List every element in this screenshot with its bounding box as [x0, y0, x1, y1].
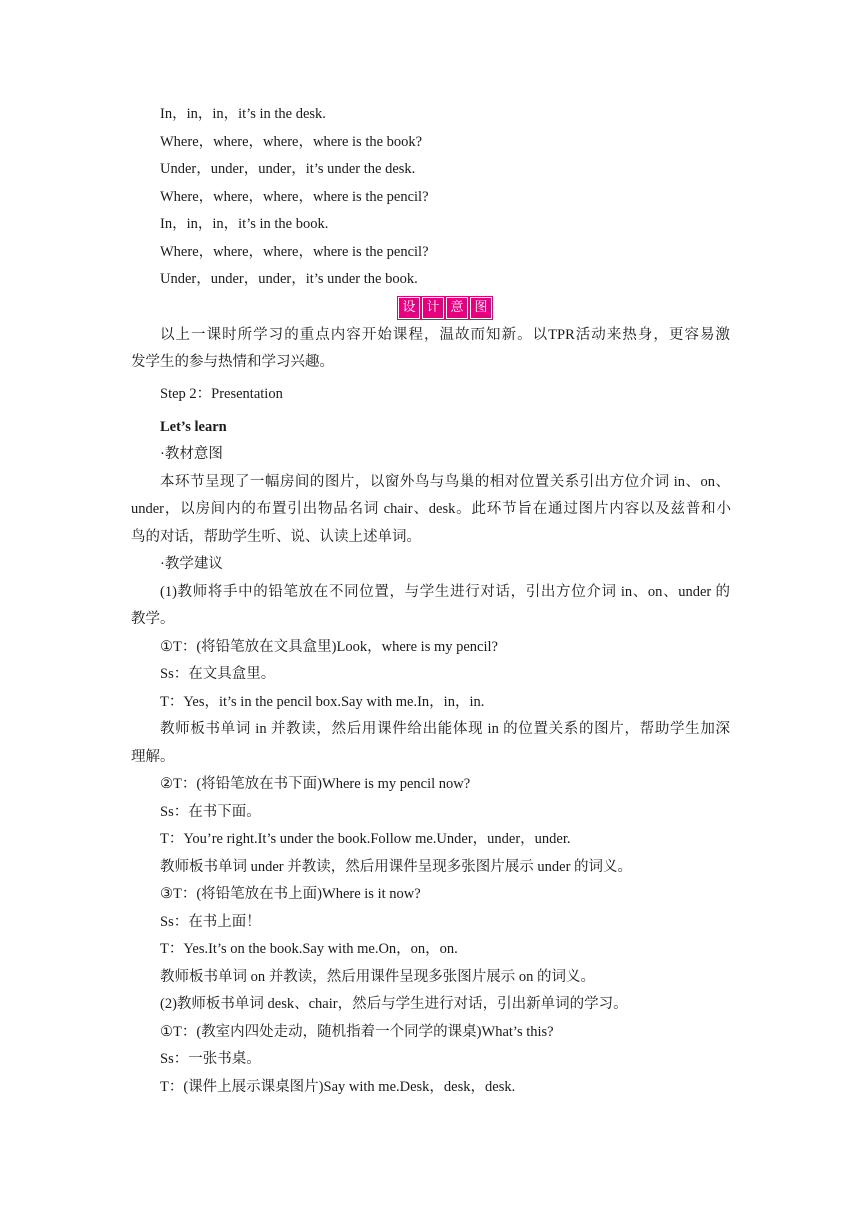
dialogue-line: T：(课件上展示课桌图片)Say with me.Desk，desk，desk. [160, 1079, 516, 1095]
banner-char: 设 [398, 297, 420, 319]
instruction-line: (2)教师板书单词 desk、chair，然后与学生进行对话，引出新单词的学习。 [160, 996, 628, 1012]
instruction-line: 教师板书单词 on 并教读，然后用课件呈现多张图片展示 on 的词义。 [160, 969, 595, 985]
section-heading: Let’s learn [160, 419, 227, 435]
dialogue-line: ①T：(教室内四处走动，随机指着一个同学的课桌)What’s this? [160, 1024, 554, 1040]
dialogue-line: ②T：(将铅笔放在书下面)Where is my pencil now? [160, 776, 471, 792]
instruction-paragraph-line-1: 教师板书单词 in 并教读，然后用课件给出能体现 in 的位置关系的图片，帮助学生加深 [160, 721, 730, 737]
banner-char: 意 [446, 297, 468, 319]
dialogue-line: T：Yes，it’s in the pencil box.Say with me.In，in，in. [160, 694, 485, 710]
banner-char: 计 [422, 297, 444, 319]
material-paragraph-line-3: 鸟的对话，帮助学生听、说、认读上述单词。 [131, 529, 421, 545]
instruction-paragraph-line-2: 理解。 [131, 749, 175, 765]
chant-line-7: Under，under，under，it’s under the book. [160, 271, 418, 287]
dialogue-line: ①T：(将铅笔放在文具盒里)Look，where is my pencil? [160, 639, 498, 655]
banner-char: 图 [470, 297, 492, 319]
material-paragraph-line-2: under，以房间内的布置引出物品名词 chair、desk。此环节旨在通过图片内容以及兹普和小 [131, 501, 731, 517]
dialogue-line: ③T：(将铅笔放在书上面)Where is it now? [160, 886, 421, 902]
design-intent-banner [398, 297, 492, 317]
teaching-advice-label: ·教学建议 [160, 556, 223, 572]
chant-line-5: In，in，in，it’s in the book. [160, 216, 329, 232]
chant-line-1: In，in，in，it’s in the desk. [160, 106, 326, 122]
step-heading: Step 2：Presentation [160, 386, 283, 402]
dialogue-line: Ss：在书上面！ [160, 914, 261, 930]
dialogue-line: T：You’re right.It’s under the book.Follow me.Under，under，under. [160, 831, 571, 847]
dialogue-line: Ss：一张书桌。 [160, 1051, 261, 1067]
intent-paragraph-line-2: 发学生的参与热情和学习兴趣。 [131, 354, 334, 370]
chant-line-3: Under，under，under，it’s under the desk. [160, 161, 416, 177]
material-intent-label: ·教材意图 [160, 446, 223, 462]
chant-line-4: Where，where，where，where is the pencil? [160, 189, 429, 205]
chant-line-2: Where，where，where，where is the book? [160, 134, 423, 150]
dialogue-line: T：Yes.It’s on the book.Say with me.On，on，on. [160, 941, 458, 957]
advice-paragraph-line-2: 教学。 [131, 611, 175, 627]
instruction-line: 教师板书单词 under 并教读，然后用课件呈现多张图片展示 under 的词义。 [160, 859, 633, 875]
dialogue-line: Ss：在文具盒里。 [160, 666, 276, 682]
dialogue-line: Ss：在书下面。 [160, 804, 261, 820]
material-paragraph-line-1: 本环节呈现了一幅房间的图片，以窗外鸟与鸟巢的相对位置关系引出方位介词 in、on、 [160, 474, 730, 490]
intent-paragraph-line-1: 以上一课时所学习的重点内容开始课程，温故而知新。以TPR活动来热身，更容易激 [160, 327, 730, 343]
advice-paragraph-line-1: (1)教师将手中的铅笔放在不同位置，与学生进行对话，引出方位介词 in、on、under 的 [160, 584, 730, 600]
chant-line-6: Where，where，where，where is the pencil? [160, 244, 429, 260]
